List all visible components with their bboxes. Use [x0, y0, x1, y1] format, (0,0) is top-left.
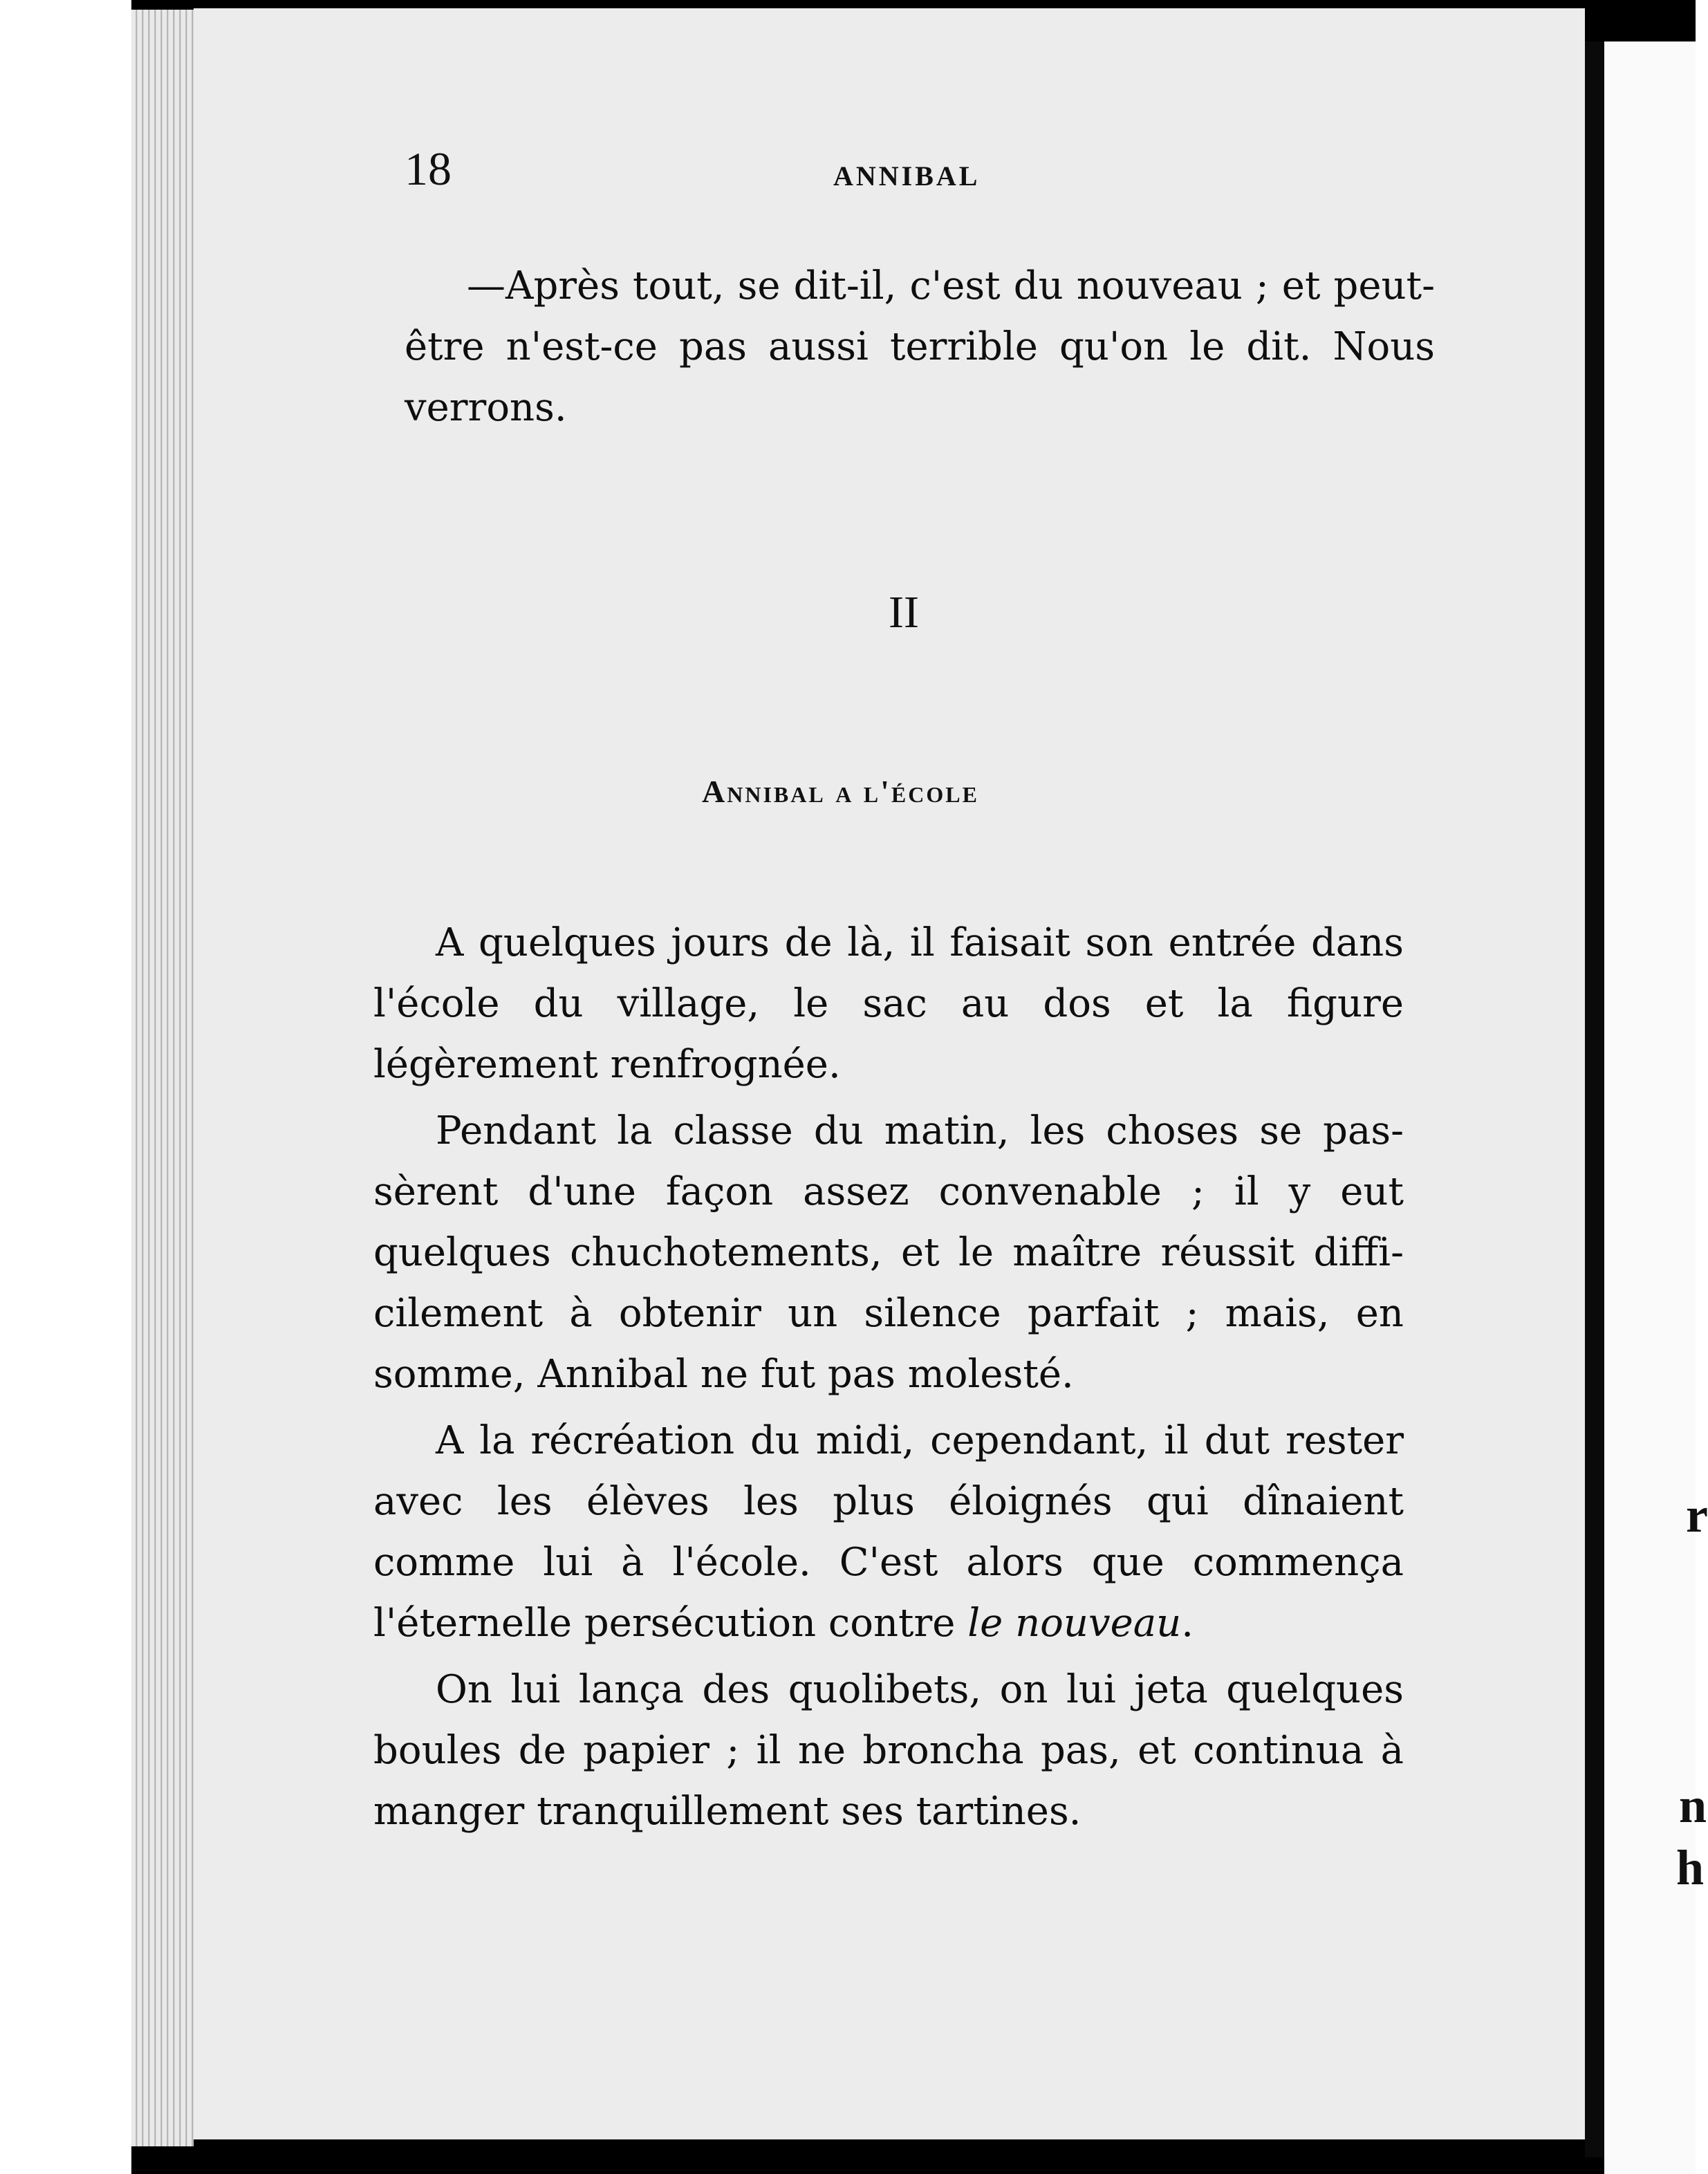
- paragraph: A quelques jours de là, il faisait son entrée dans l'école du village, le sac au dos et la figure légèrement renfrognée.: [373, 920, 1404, 1087]
- page-number: 18: [405, 142, 452, 195]
- chapter-title: Annibal a l'école: [702, 774, 979, 809]
- page-edges: [131, 10, 194, 2146]
- paragraph-text: .: [1181, 1601, 1194, 1646]
- left-margin: [0, 0, 131, 2174]
- paragraph: On lui lança des quolibets, on lui jeta quelques boules de papier ; il ne broncha pas, et continua à manger tranquillement ses tartines.: [373, 1667, 1404, 1834]
- paragraph: [373, 1411, 1404, 1654]
- italic-phrase: le nouveau: [967, 1601, 1182, 1646]
- opening-paragraph: —Après tout, se dit-il, c'est du nouveau ; et peut-être n'est-ce pas aussi terrible qu'on le dit. Nous verrons.: [405, 263, 1435, 430]
- chapter-number: II: [889, 587, 919, 638]
- paragraph: Pendant la classe du matin, les choses se passèrent d'une façon assez convenable ; il y eut quelques chuchotements, et le maître réussit difficilement à obtenir un silence parfait ; mais, en somme, Annibal ne fut pas molesté.: [373, 1108, 1404, 1397]
- running-head: [405, 142, 1428, 197]
- facing-page-fragment: r: [1686, 1487, 1708, 1543]
- chapter-body: [373, 913, 1404, 1848]
- paragraph-text: A la récréation du midi, cependant, il dut rester avec les élèves les plus éloignés qui dînaient comme lui à l'école. C'est alors que commença l'éternelle persécution contre: [373, 1418, 1404, 1646]
- facing-page-fragment: n: [1679, 1778, 1707, 1833]
- facing-page-fragment: h: [1676, 1840, 1705, 1895]
- running-title: ANNIBAL: [833, 160, 981, 192]
- book-gutter: [1585, 41, 1604, 2157]
- facing-page-edge: [1604, 41, 1708, 2174]
